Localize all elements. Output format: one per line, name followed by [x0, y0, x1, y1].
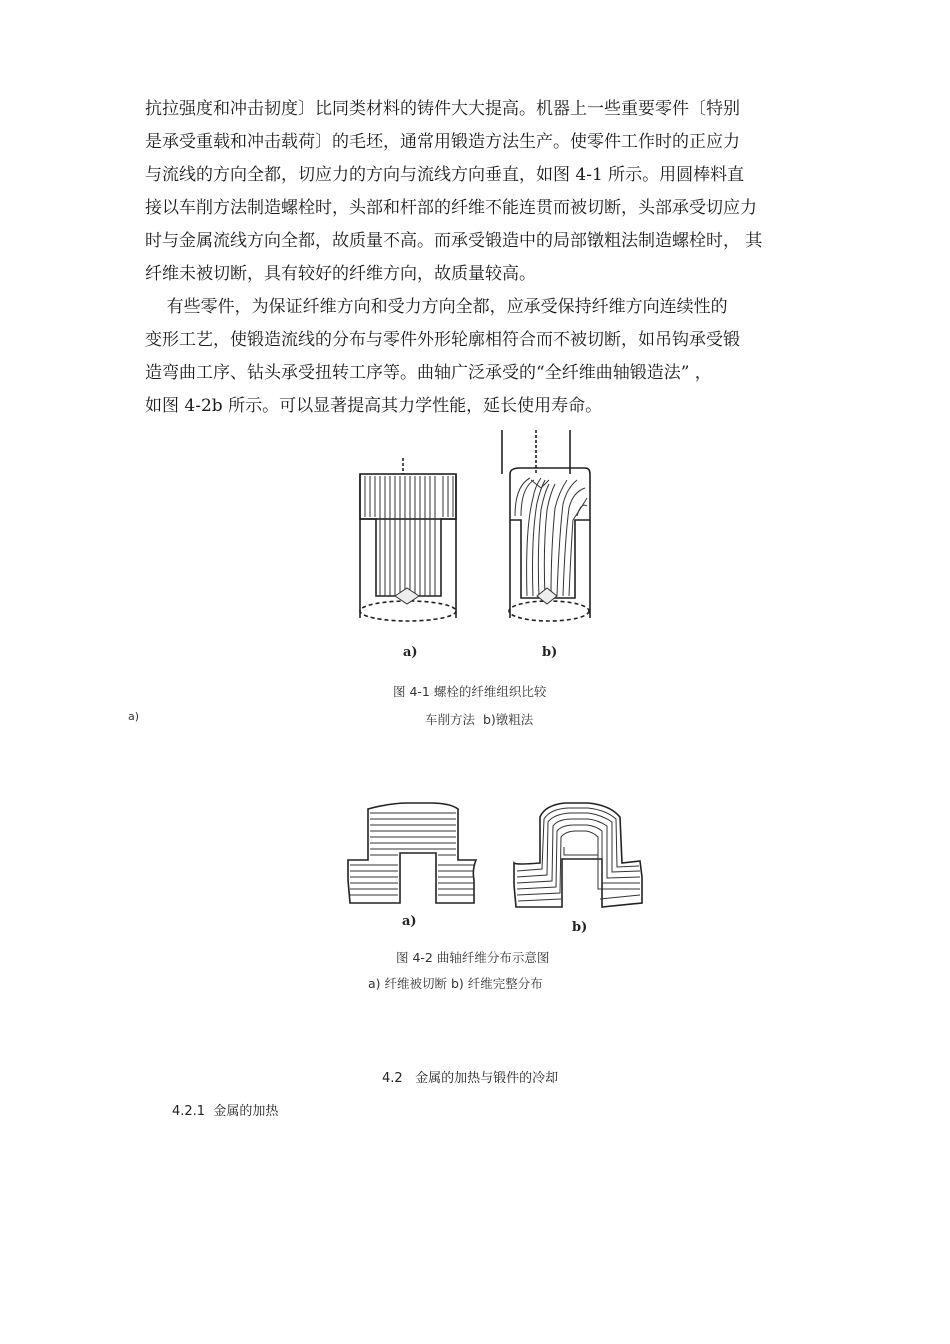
- figure-4-1-sub-right: 车削方法 b)镦粗法: [425, 712, 534, 727]
- text-line: 变形工艺，使锻造流线的分布与零件外形轮廓相符合而不被切断，如吊钩承受锻: [145, 330, 740, 350]
- figure-4-1-label-b: b): [542, 645, 558, 660]
- text-line: 时与金属流线方向全都，故质量不高。而承受锻造中的局部镦粗法制造螺栓时， 其: [145, 231, 763, 251]
- body-paragraph-2: [145, 291, 825, 423]
- subsection-heading: 4.2.1 金属的加热: [172, 1104, 279, 1119]
- text-line: 与流线的方向全都，切应力的方向与流线方向垂直，如图 4-1 所示。用圆棒料直: [145, 165, 745, 185]
- figure-4-1-sub-left: a): [128, 710, 140, 723]
- body-paragraph-1: [145, 93, 825, 291]
- bolt-b-fibers: [515, 478, 587, 604]
- section-heading: 4.2 金属的加热与锻件的冷却: [382, 1071, 559, 1086]
- figure-4-2-caption: 图 4-2 曲轴纤维分布示意图: [396, 950, 550, 965]
- text-line: 有些零件，为保证纤维方向和受力方向全都，应承受保持纤维方向连续性的: [145, 297, 728, 317]
- figure-4-1-caption: 图 4-1 螺栓的纤维组织比较: [393, 684, 547, 699]
- figure-4-2-label-b: b): [572, 920, 588, 935]
- text-line: 造弯曲工序、钻头承受扭转工序等。曲轴广泛承受的“全纤维曲轴锻造法” ，: [145, 363, 712, 383]
- text-line: 是承受重载和冲击载荷〕的毛坯，通常用锻造方法生产。使零件工作时的正应力: [145, 132, 740, 152]
- text-line: 如图 4-2b 所示。可以显著提高其力学性能，延长使用寿命。: [145, 396, 603, 416]
- text-line: 抗拉强度和冲击韧度〕比同类材料的铸件大大提高。机器上一些重要零件〔特别: [145, 99, 740, 119]
- figure-4-1-label-a: a): [403, 645, 418, 660]
- crank-a-drawing: [348, 803, 476, 903]
- text-line: 接以车削方法制造螺栓时，头部和杆部的纤维不能连贯而被切断，头部承受切应力: [145, 198, 757, 218]
- figure-4-2-subcaption: a) 纤维被切断 b) 纤维完整分布: [368, 976, 543, 991]
- bolt-a-fibers: [365, 476, 453, 604]
- text-line: 纤维未被切断，具有较好的纤维方向，故质量较高。: [145, 264, 536, 284]
- figure-4-1-bolt-fibers: [345, 428, 605, 668]
- figure-4-2-crankshaft-fibers: [340, 795, 650, 945]
- figure-4-2-label-a: a): [402, 914, 417, 929]
